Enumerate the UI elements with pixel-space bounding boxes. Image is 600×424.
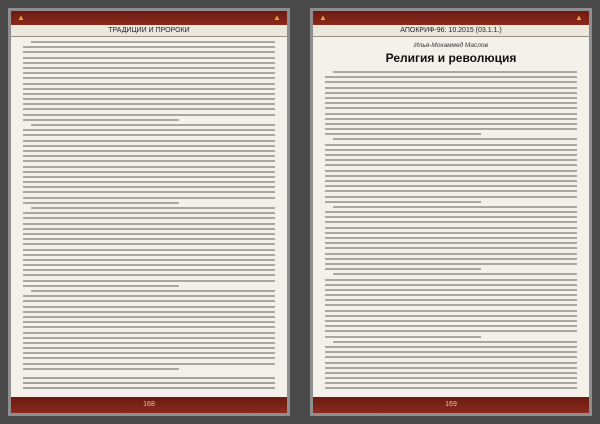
text-line	[325, 247, 577, 249]
text-line	[325, 346, 577, 348]
text-line	[325, 159, 577, 161]
right-page-number: 169	[313, 397, 589, 413]
text-line	[325, 149, 577, 151]
text-line	[325, 133, 481, 135]
text-line	[325, 367, 577, 369]
text-line	[31, 41, 275, 43]
text-line	[23, 264, 275, 266]
text-line	[325, 268, 481, 270]
text-line	[325, 258, 577, 260]
text-line	[325, 227, 577, 229]
text-line	[23, 77, 275, 79]
text-line	[325, 242, 577, 244]
text-line	[23, 269, 275, 271]
text-line	[23, 352, 275, 354]
text-line	[23, 140, 275, 142]
text-line	[325, 144, 577, 146]
text-line	[23, 119, 179, 121]
text-line	[23, 166, 275, 168]
text-line	[23, 212, 275, 214]
text-line	[23, 300, 275, 302]
text-line	[23, 347, 275, 349]
text-line	[325, 336, 481, 338]
text-line	[325, 102, 577, 104]
text-line	[23, 176, 275, 178]
text-line	[325, 92, 577, 94]
text-line	[325, 351, 577, 353]
text-line	[325, 263, 577, 265]
text-line	[333, 138, 577, 140]
left-header-band	[11, 11, 287, 25]
text-line	[325, 356, 577, 358]
text-line	[23, 160, 275, 162]
text-line	[23, 337, 275, 339]
text-line	[325, 180, 577, 182]
text-line	[325, 330, 577, 332]
text-line	[325, 123, 577, 125]
text-line	[325, 221, 577, 223]
left-page-number: 168	[11, 397, 287, 413]
text-line	[325, 190, 577, 192]
text-line	[23, 326, 275, 328]
text-line	[23, 311, 275, 313]
text-line	[23, 274, 275, 276]
text-line	[23, 342, 275, 344]
text-line	[23, 155, 275, 157]
text-line	[23, 46, 275, 48]
flame-icon: ▲	[17, 13, 26, 22]
text-line	[325, 289, 577, 291]
text-line	[23, 57, 275, 59]
text-line	[23, 129, 275, 131]
text-line	[325, 201, 481, 203]
right-body-text	[325, 71, 577, 391]
text-line	[325, 372, 577, 374]
right-body	[325, 41, 577, 391]
text-line	[325, 97, 577, 99]
article-title: Религия и революция	[385, 51, 517, 65]
text-line	[325, 237, 577, 239]
text-line	[23, 191, 275, 193]
text-line	[23, 223, 275, 225]
text-line	[325, 315, 577, 317]
text-line	[23, 254, 275, 256]
text-line	[31, 207, 275, 209]
issue-label: АПОКРИФ-96: 10.2015 (03.1.1.)	[313, 25, 589, 37]
text-line	[325, 216, 577, 218]
text-line	[325, 299, 577, 301]
left-body-text	[23, 41, 275, 391]
text-line	[325, 320, 577, 322]
text-line	[23, 377, 275, 379]
flame-icon: ▲	[319, 13, 328, 22]
text-line	[23, 186, 275, 188]
text-line	[325, 81, 577, 83]
text-line	[23, 249, 275, 251]
text-line	[333, 341, 577, 343]
text-line	[325, 284, 577, 286]
text-line	[23, 316, 275, 318]
text-line	[325, 118, 577, 120]
text-line	[23, 382, 275, 384]
text-line	[325, 294, 577, 296]
text-line	[23, 134, 275, 136]
text-line	[23, 145, 275, 147]
text-line	[23, 93, 275, 95]
text-line	[23, 103, 275, 105]
text-line	[325, 325, 577, 327]
text-line	[23, 171, 275, 173]
text-line	[325, 211, 577, 213]
text-line	[325, 377, 577, 379]
right-page	[310, 8, 592, 416]
text-line	[333, 273, 577, 275]
text-line	[23, 114, 275, 116]
text-line	[325, 232, 577, 234]
text-line	[325, 310, 577, 312]
text-line	[23, 51, 275, 53]
text-line	[23, 88, 275, 90]
left-page	[8, 8, 290, 416]
text-line	[325, 382, 577, 384]
text-line	[325, 107, 577, 109]
text-line	[325, 87, 577, 89]
text-line	[23, 83, 275, 85]
text-line	[23, 238, 275, 240]
text-line	[23, 321, 275, 323]
text-line	[325, 170, 577, 172]
text-line	[325, 175, 577, 177]
text-line	[325, 279, 577, 281]
text-line	[325, 196, 577, 198]
text-line	[23, 98, 275, 100]
text-line	[23, 332, 275, 334]
text-line	[23, 108, 275, 110]
text-line	[23, 285, 179, 287]
text-line	[23, 233, 275, 235]
text-line	[325, 113, 577, 115]
flame-icon: ▲	[273, 13, 282, 22]
text-line	[325, 128, 577, 130]
text-line	[23, 150, 275, 152]
text-line	[23, 197, 275, 199]
right-header-band	[313, 11, 589, 25]
text-line	[325, 362, 577, 364]
text-line	[325, 253, 577, 255]
text-line	[333, 71, 577, 73]
text-line	[325, 164, 577, 166]
text-line	[23, 259, 275, 261]
text-line	[325, 154, 577, 156]
text-line	[23, 67, 275, 69]
text-line	[23, 387, 275, 389]
text-line	[31, 290, 275, 292]
text-line	[23, 181, 275, 183]
section-title: ТРАДИЦИИ И ПРОРОКИ	[11, 25, 287, 37]
text-line	[23, 368, 179, 370]
text-line	[23, 280, 275, 282]
text-line	[325, 304, 577, 306]
text-line	[23, 217, 275, 219]
flame-icon: ▲	[575, 13, 584, 22]
text-line	[325, 76, 577, 78]
text-line	[31, 124, 275, 126]
article-author: Илья-Мохаммед Маслов	[414, 42, 488, 49]
text-line	[23, 295, 275, 297]
text-line	[325, 185, 577, 187]
text-line	[23, 72, 275, 74]
text-line	[325, 387, 577, 389]
text-line	[23, 62, 275, 64]
text-line	[23, 363, 275, 365]
text-line	[23, 306, 275, 308]
text-line	[333, 206, 577, 208]
text-line	[23, 228, 275, 230]
text-line	[23, 243, 275, 245]
text-line	[23, 357, 275, 359]
text-line	[23, 202, 179, 204]
